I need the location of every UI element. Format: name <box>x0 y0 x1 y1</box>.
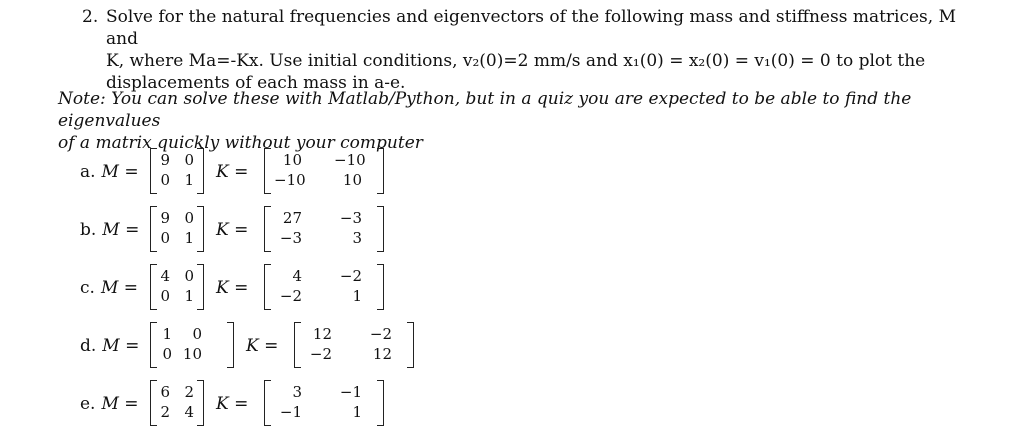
part-letter: a. <box>80 162 96 182</box>
problem-number: 2. <box>82 7 99 27</box>
matrix-cell: −2 <box>309 345 332 363</box>
right-bracket <box>197 206 204 252</box>
matrix-cell: −1 <box>339 383 362 401</box>
part-e <box>80 380 500 430</box>
matrix-cell: 9 <box>160 151 170 169</box>
matrix-cell: 12 <box>372 345 392 363</box>
matrix-cell: 1 <box>184 229 194 247</box>
matrix-cell: 10 <box>182 345 202 363</box>
note <box>58 88 988 154</box>
left-bracket <box>264 206 271 252</box>
problem-line-1: Solve for the natural frequencies and eigenvectors of the following mass and stiffness matrices, M and <box>106 7 956 49</box>
matrix-cell: 4 <box>184 403 194 421</box>
left-bracket <box>264 264 271 310</box>
right-bracket <box>407 322 414 368</box>
matrix-cell: 27 <box>282 209 302 227</box>
part-letter: b. <box>80 220 97 240</box>
right-bracket <box>197 380 204 426</box>
part-letter: c. <box>80 278 95 298</box>
matrix-cell: 6 <box>160 383 170 401</box>
stiffness-matrix <box>264 264 384 312</box>
k-equals: K = <box>216 220 249 240</box>
k-equals: K = <box>216 394 249 414</box>
matrix-cell: 10 <box>282 151 302 169</box>
m-equals: M = <box>101 394 139 414</box>
matrix-cell: 3 <box>292 383 302 401</box>
right-bracket <box>377 264 384 310</box>
part-letter: d. <box>80 336 97 356</box>
mass-matrix <box>150 322 234 370</box>
matrix-cell: −2 <box>369 325 392 343</box>
k-equals: K = <box>216 278 249 298</box>
matrix-cell: 12 <box>312 325 332 343</box>
matrix-cell: 1 <box>352 403 362 421</box>
stiffness-matrix <box>264 380 384 428</box>
matrix-cell: 0 <box>184 151 194 169</box>
matrix-cell: 0 <box>160 287 170 305</box>
mass-matrix <box>150 264 204 312</box>
stiffness-matrix <box>264 148 384 196</box>
matrix-cell: 1 <box>162 325 172 343</box>
matrix-cell: 0 <box>160 229 170 247</box>
part-a <box>80 148 500 198</box>
left-bracket <box>264 148 271 194</box>
note-line-2: of a matrix quickly without your computer <box>58 133 423 153</box>
part-label <box>80 278 140 298</box>
right-bracket <box>227 322 234 368</box>
left-bracket <box>264 380 271 426</box>
right-bracket <box>377 380 384 426</box>
matrix-cell: −2 <box>279 287 302 305</box>
problem-line-3: displacements of each mass in a-e. <box>106 73 406 93</box>
matrix-cell: 0 <box>184 267 194 285</box>
part-d <box>80 322 500 372</box>
right-bracket <box>197 148 204 194</box>
m-equals: M = <box>102 336 140 356</box>
matrix-cell: 1 <box>184 287 194 305</box>
matrix-cell: 1 <box>184 171 194 189</box>
matrix-cell: 2 <box>160 403 170 421</box>
part-label <box>80 162 140 182</box>
part-b <box>80 206 500 256</box>
matrix-cell: −2 <box>339 267 362 285</box>
problem-statement <box>82 6 972 94</box>
matrix-cell: 0 <box>160 171 170 189</box>
matrix-cell: 10 <box>342 171 362 189</box>
matrix-cell: −3 <box>279 229 302 247</box>
matrix-cell: −3 <box>339 209 362 227</box>
part-letter: e. <box>80 394 96 414</box>
matrix-cell: −10 <box>334 151 366 169</box>
matrix-cell: 2 <box>184 383 194 401</box>
mass-matrix <box>150 206 204 254</box>
right-bracket <box>377 206 384 252</box>
matrix-cell: 1 <box>352 287 362 305</box>
left-bracket <box>294 322 301 368</box>
m-equals: M = <box>101 162 139 182</box>
stiffness-matrix <box>264 206 384 254</box>
matrix-cell: −1 <box>279 403 302 421</box>
part-label <box>80 220 140 240</box>
part-label <box>80 394 140 414</box>
matrix-cell: 0 <box>184 209 194 227</box>
stiffness-matrix <box>294 322 414 370</box>
m-equals: M = <box>100 278 138 298</box>
k-equals: K = <box>216 162 249 182</box>
part-c <box>80 264 500 314</box>
matrix-cell: 3 <box>352 229 362 247</box>
matrix-cell: 4 <box>160 267 170 285</box>
matrix-cell: 0 <box>192 325 202 343</box>
part-label <box>80 336 140 356</box>
mass-matrix <box>150 380 204 428</box>
k-equals: K = <box>246 336 279 356</box>
note-line-1: Note: You can solve these with Matlab/Python, but in a quiz you are expected to be able to find the eigenvalues <box>58 89 912 131</box>
m-equals: M = <box>102 220 140 240</box>
right-bracket <box>377 148 384 194</box>
matrix-cell: 0 <box>162 345 172 363</box>
problem-text <box>106 6 972 94</box>
matrix-cell: 9 <box>160 209 170 227</box>
problem-line-2: K, where Ma=-Kx. Use initial conditions, v₂(0)=2 mm/s and x₁(0) = x₂(0) = v₁(0) = 0 to plot the <box>106 51 926 71</box>
matrix-cell: −10 <box>274 171 306 189</box>
mass-matrix <box>150 148 204 196</box>
matrix-cell: 4 <box>292 267 302 285</box>
right-bracket <box>197 264 204 310</box>
